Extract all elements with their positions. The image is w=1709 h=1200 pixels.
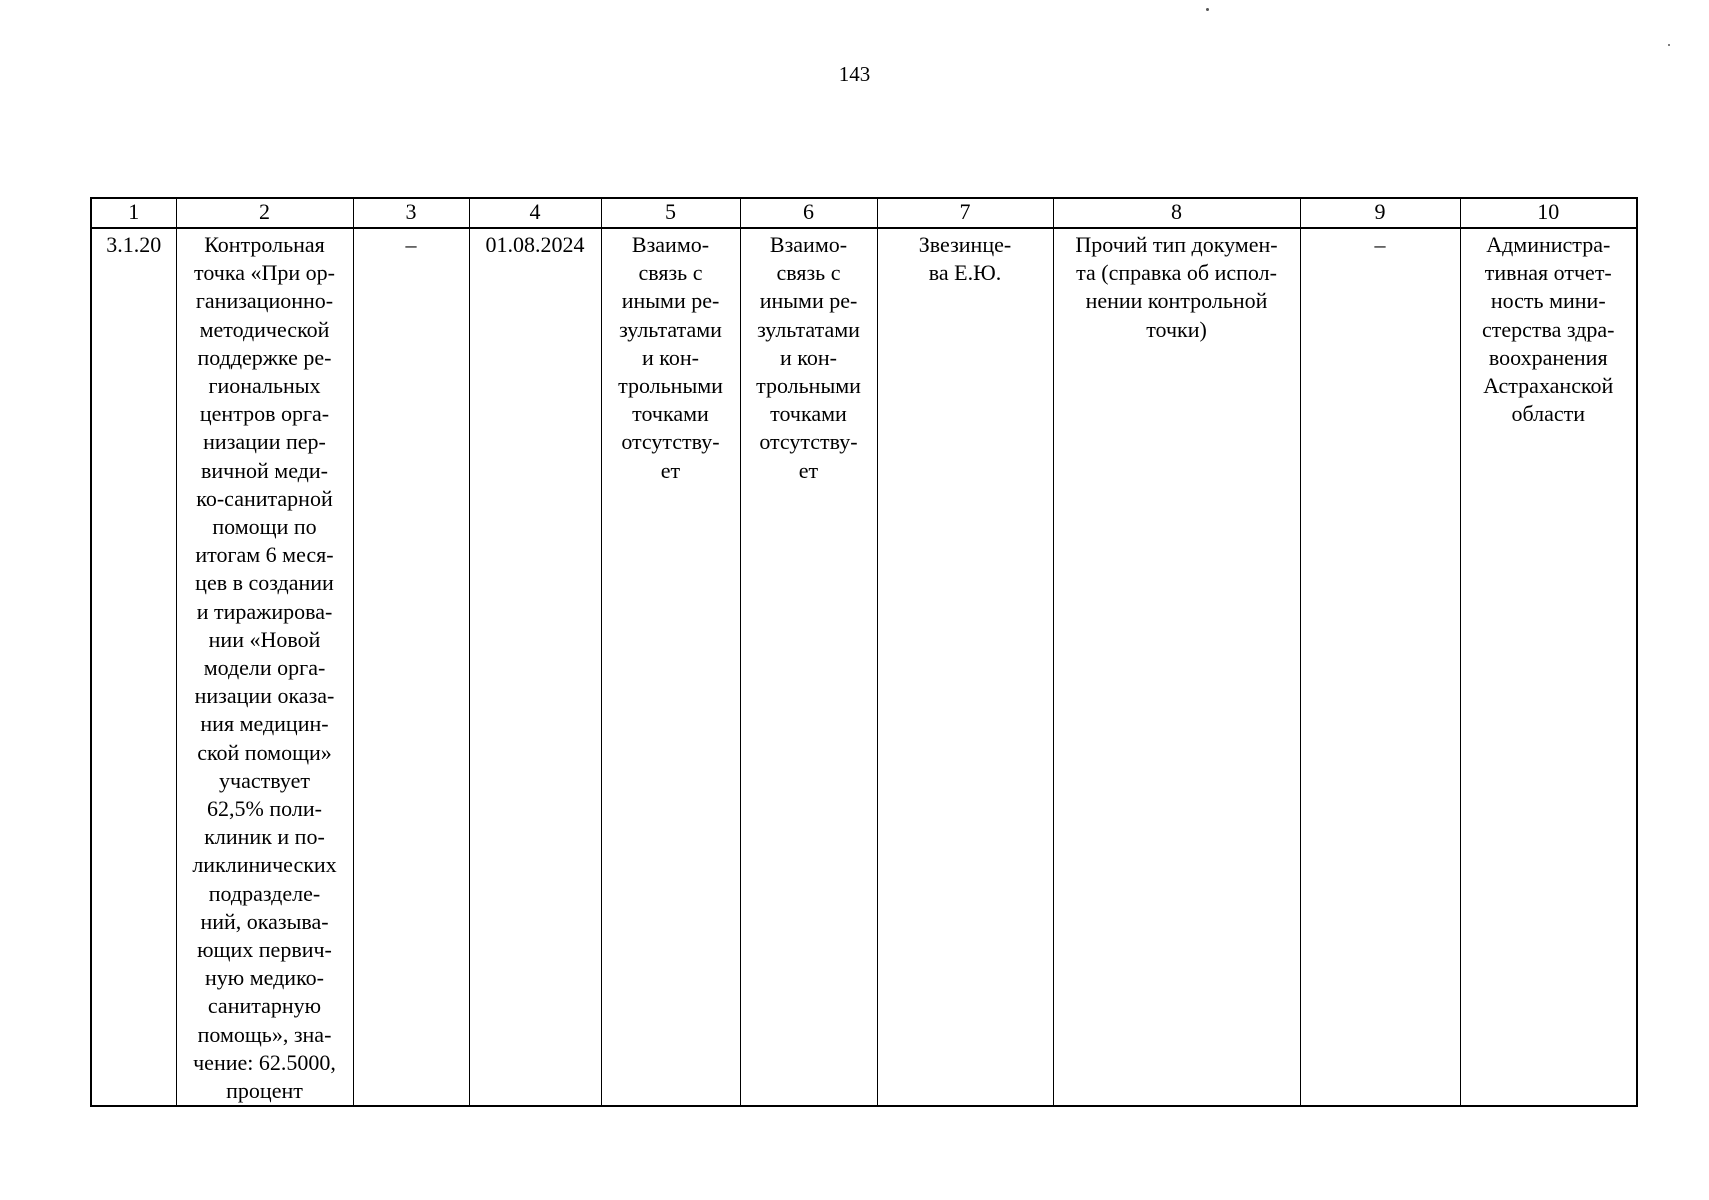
relationship-cell: Взаимо- связь с иными ре- зультатами и кон- трольными точками отсутству- ет [601, 228, 740, 1106]
document-type-cell: Прочий тип докумен- та (справка об испол- нении контрольной точки) [1053, 228, 1300, 1106]
relationship-cell: Взаимо- связь с иными ре- зультатами и кон- трольными точками отсутству- ет [740, 228, 877, 1106]
document-table [90, 197, 1638, 1107]
scan-speck [1668, 44, 1670, 46]
column-3-cell: – [353, 228, 469, 1106]
responsible-person-cell: Звезинце- ва Е.Ю. [877, 228, 1053, 1106]
column-header: 10 [1460, 198, 1637, 228]
table-row [91, 228, 1637, 1106]
column-header: 1 [91, 198, 176, 228]
column-header: 2 [176, 198, 353, 228]
date-cell: 01.08.2024 [469, 228, 601, 1106]
column-header: 3 [353, 198, 469, 228]
column-header: 5 [601, 198, 740, 228]
column-header: 9 [1300, 198, 1460, 228]
column-header: 4 [469, 198, 601, 228]
column-header: 7 [877, 198, 1053, 228]
item-number-cell: 3.1.20 [91, 228, 176, 1106]
page-number: 143 [838, 62, 871, 86]
scan-speck [1206, 8, 1209, 11]
column-header: 6 [740, 198, 877, 228]
control-point-description-cell: Контрольная точка «При ор- ганизационно- методической поддержке ре- гиональных центров орга- низации пер- вичной меди- ко-санитарной помощи по итогам 6 меся- цев в создании и тиражирова- нии «Новой модели орга- низации оказа- ния медицин- ской помощи» участвует 62,5% поли- клиник и по- ликлинических подразделе- ний, оказыва- ющих первич- ную медико- санитарную помощь», зна- чение: 62.5000, процент [176, 228, 353, 1106]
information-system-cell: Администра- тивная отчет- ность мини- стерства здра- воохранения Астраханской области [1460, 228, 1637, 1106]
column-9-cell: – [1300, 228, 1460, 1106]
column-header: 8 [1053, 198, 1300, 228]
table-header-row [91, 198, 1637, 228]
